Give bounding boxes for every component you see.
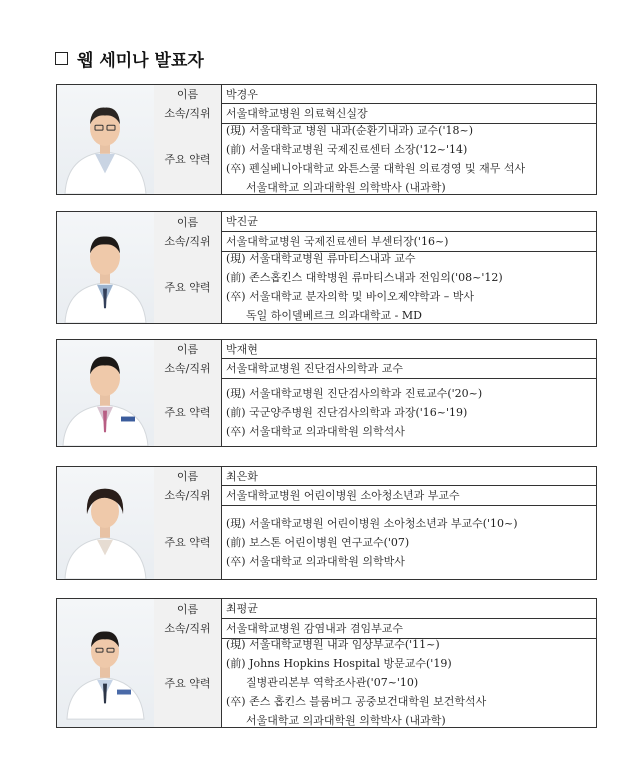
- affiliation-label: 소속/직위: [154, 358, 222, 378]
- career-line: (前) 국군양주병원 진단검사의학과 과장('16~'19): [226, 405, 468, 419]
- speaker-name: 최평균: [226, 602, 258, 615]
- speaker-name: 최은화: [226, 469, 258, 483]
- speaker-card: [56, 211, 597, 324]
- career-line: 질병관리본부 역학조사관('07~'10): [246, 676, 419, 689]
- affiliation-label: 소속/직위: [154, 103, 222, 123]
- name-label: 이름: [154, 599, 222, 618]
- career-line: 서울대학교 의과대학원 의학박사 (내과학): [246, 714, 446, 727]
- speaker-affiliation: 서울대학교병원 감염내과 겸임부교수: [226, 621, 404, 635]
- speaker-card: [56, 598, 597, 728]
- speaker-photo: [57, 599, 155, 727]
- affiliation-label: 소속/직위: [154, 485, 222, 505]
- career-line: (前) 존스홉킨스 대학병원 류마티스내과 전임의('08~'12): [226, 271, 503, 284]
- career-label: 주요 약력: [154, 251, 222, 323]
- career-line: (卒) 서울대학교 의과대학원 의학석사: [226, 424, 405, 438]
- career-label: 주요 약력: [154, 123, 222, 194]
- speaker-name: 박경우: [226, 87, 258, 101]
- name-label: 이름: [154, 340, 222, 358]
- career-line: (卒) 펜실베니아대학교 와튼스쿨 대학원 의료경영 및 재무 석사: [226, 161, 526, 175]
- checkbox-square-icon: [55, 52, 68, 65]
- name-label: 이름: [154, 467, 222, 485]
- career-line: (前) 보스톤 어린이병원 연구교수('07): [226, 535, 410, 549]
- career-line: (前) Johns Hopkins Hospital 방문교수('19): [226, 657, 452, 670]
- doctor-portrait-icon: [57, 340, 154, 446]
- career-line: (卒) 존스 홉킨스 블룸버그 공중보건대학원 보건학석사: [226, 695, 487, 708]
- career-label: 주요 약력: [154, 378, 222, 446]
- speaker-name: 박진균: [226, 215, 258, 228]
- career-label: 주요 약력: [154, 505, 222, 579]
- career-line: (現) 서울대학교병원 어린이병원 소아청소년과 부교수('10~): [226, 516, 518, 530]
- speaker-photo: [57, 212, 155, 323]
- name-label: 이름: [154, 85, 222, 103]
- speaker-photo: [57, 85, 155, 194]
- affiliation-label: 소속/직위: [154, 231, 222, 251]
- career-line: 서울대학교 의과대학원 의학박사 (내과학): [246, 180, 446, 194]
- speaker-affiliation: 서울대학교병원 국제진료센터 부센터장('16~): [226, 234, 449, 248]
- page-title: [55, 46, 204, 71]
- page-title-text: 웹 세미나 발표자: [77, 51, 204, 71]
- speaker-card: [56, 339, 597, 447]
- affiliation-label: 소속/직위: [154, 618, 222, 638]
- speaker-name: 박재현: [226, 342, 258, 356]
- career-line: 독일 하이델베르크 의과대학교 - MD: [246, 309, 422, 322]
- career-line: (前) 서울대학교병원 국제진료센터 소장('12~'14): [226, 142, 468, 156]
- career-line: (現) 서울대학교병원 진단검사의학과 진료교수('20~): [226, 386, 483, 400]
- career-line: (卒) 서울대학교 의과대학원 의학박사: [226, 554, 405, 568]
- speaker-affiliation: 서울대학교병원 어린이병원 소아청소년과 부교수: [226, 488, 460, 502]
- doctor-portrait-icon: [57, 467, 154, 579]
- speaker-affiliation: 서울대학교병원 의료혁신실장: [226, 106, 368, 120]
- speaker-photo: [57, 467, 155, 579]
- speaker-affiliation: 서울대학교병원 진단검사의학과 교수: [226, 361, 404, 375]
- career-line: (現) 서울대학교 병원 내과(순환기내과) 교수('18~): [226, 123, 473, 137]
- doctor-portrait-icon: [57, 85, 154, 194]
- name-label: 이름: [154, 212, 222, 231]
- speaker-card: [56, 84, 597, 195]
- speaker-card: [56, 466, 597, 580]
- career-line: (現) 서울대학교병원 내과 임상부교수('11~): [226, 638, 440, 651]
- doctor-portrait-icon: [57, 599, 154, 727]
- doctor-portrait-icon: [57, 212, 154, 323]
- career-label: 주요 약력: [154, 638, 222, 727]
- career-line: (現) 서울대학교병원 류마티스내과 교수: [226, 252, 416, 265]
- career-line: (卒) 서울대학교 분자의학 및 바이오제약학과 – 박사: [226, 290, 474, 303]
- speaker-photo: [57, 340, 155, 446]
